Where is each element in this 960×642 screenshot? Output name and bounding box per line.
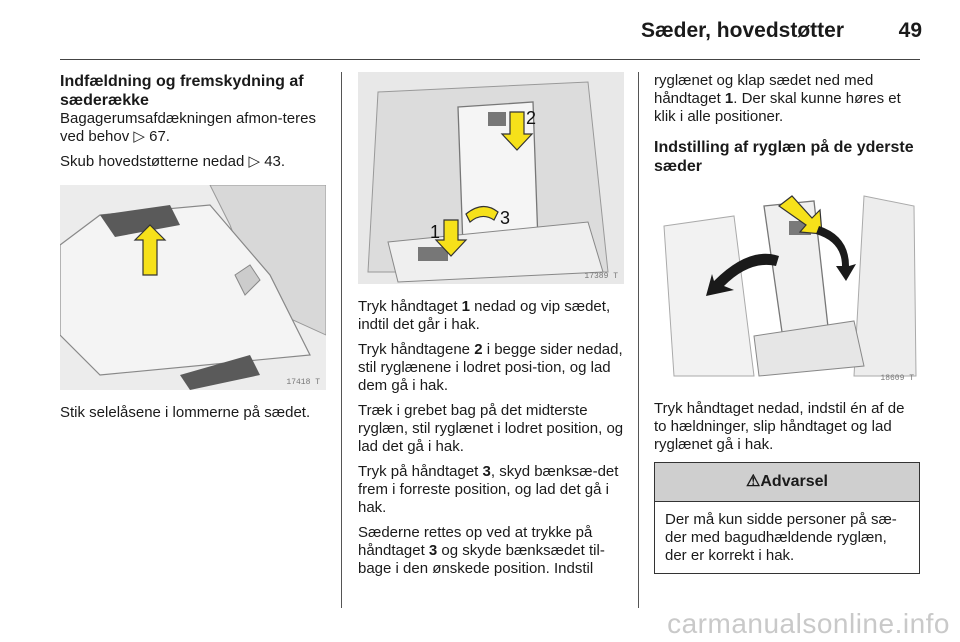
section-heading: Indstilling af ryglæn på de yderste sæder [654,139,914,175]
warning-box [654,462,920,574]
paragraph: Tryk håndtaget nedad, indstil én af de to hældninger, slip håndtaget og lad ryglænet gå i hak. [654,400,905,453]
column-2 [358,72,624,585]
paragraph: Tryk håndtaget 1 nedad og vip sædet, indtil det går i hak. [358,298,611,333]
paragraph: Tryk på håndtaget 3, skyd bænksæ-det frem i forreste position, og lad det gå i hak. [358,463,619,516]
page-title: Sæder, hovedstøtter [640,19,844,42]
page-number: 49 [898,19,922,42]
paragraph: Tryk håndtagene 2 i begge sider nedad, stil ryglænene i lodret posi-tion, og lad dem gå i hak. [358,341,623,394]
rear-seat-levers-illustration [358,72,624,284]
warning-header [655,463,919,502]
paragraph: Skub hovedstøtterne nedad ▷ 43. [60,153,286,170]
column-1 [60,72,330,429]
seat-illustration-graphic [60,185,326,390]
column-divider-2 [638,72,639,608]
label-1: 1 [430,222,441,242]
label-3: 3 [500,208,511,228]
backrest-graphic [654,186,920,386]
section-heading: Indfældning og fremskydning af sæderække [60,73,304,109]
figure-id: 17418 T [286,378,320,387]
column-3 [654,72,920,574]
warning-title: Advarsel [760,473,828,490]
seat-folding-illustration [60,185,326,390]
paragraph: Træk i grebet bag på det midterste ryglæn, stil ryglænet i lodret position, og lad det gå i hak. [358,402,624,455]
paragraph: Stik selelåsene i lommerne på sædet. [60,404,311,421]
column-divider-1 [341,72,342,608]
paragraph: ryglænet og klap sædet ned med håndtaget 1. Der skal kunne høres et klik i alle positioner. [654,72,901,125]
header-divider [60,59,920,60]
page-ref-icon: ▷ [248,153,261,170]
figure-id: 18609 T [880,374,914,383]
paragraph: Bagagerumsafdækningen afmon-teres ved behov ▷ 67. [60,110,316,145]
warning-icon: ⚠ [746,473,761,490]
seat-levers-graphic [358,72,624,284]
paragraph: Sæderne rettes op ved at trykke på håndtaget 3 og skyde bænksædet til-bage i den ønskede position. Indstil [358,524,605,577]
warning-text: Der må kun sidde personer på sæ-der med bagudhældende ryglæn, der er korrekt i hak. [665,511,897,564]
page-ref-icon: ▷ [133,128,145,145]
watermark: carmanualsonline.info [667,608,950,639]
label-2: 2 [526,108,537,128]
backrest-adjust-illustration [654,186,920,386]
figure-id: 17389 T [584,272,618,281]
